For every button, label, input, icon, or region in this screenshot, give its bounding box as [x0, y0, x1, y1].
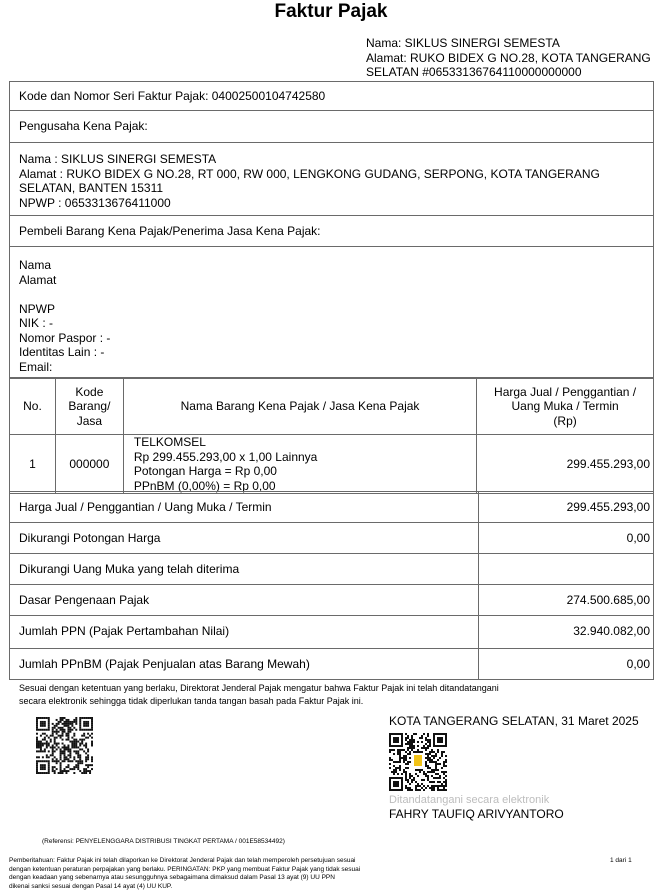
row-code: 000000 [55, 435, 123, 494]
e-signed-label: Ditandatangani secara elektronik [389, 794, 550, 806]
summary-value: 0,00 [626, 531, 650, 545]
summary-label: Jumlah PPN (Pajak Pertambahan Nilai) [19, 624, 230, 638]
col-header-price-3: (Rp) [553, 413, 577, 428]
summary-value: 0,00 [626, 657, 650, 671]
items-table [9, 378, 654, 494]
invoice-code-box [9, 81, 654, 111]
col-header-code-2: Barang/ [68, 399, 111, 414]
buyer-details-box [9, 247, 654, 378]
col-header-price-2: Uang Muka / Termin [511, 399, 619, 414]
seller-header-name: Nama: SIKLUS SINERGI SEMESTA [366, 36, 560, 50]
buyer-section-label: Pembeli Barang Kena Pajak/Penerima Jasa Kena Pajak: [19, 224, 321, 238]
buyer-details [19, 258, 110, 374]
summary-label: Harga Jual / Penggantian / Uang Muka / Termin [19, 500, 272, 514]
seller-header [366, 36, 658, 80]
summary-label: Dikurangi Potongan Harga [19, 531, 161, 545]
seller-header-address-1: Alamat: RUKO BIDEX G NO.28, KOTA TANGERANG [366, 50, 651, 65]
city-date: KOTA TANGERANG SELATAN, 31 Maret 2025 [389, 714, 639, 728]
note-line-1: Sesuai dengan ketentuan yang berlaku, Direktorat Jenderal Pajak mengatur bahwa Faktur Pajak ini telah ditandatangani [19, 683, 499, 693]
seller-npwp: NPWP : 0653313676411000 [19, 195, 171, 210]
footer-line-1: Pemberitahuan: Faktur Pajak ini telah dilaporkan ke Direktorat Jenderal Pajak dan telah memperoleh persetujuan sesuai [9, 857, 356, 864]
summary-value: 32.940.082,00 [573, 624, 650, 638]
summary-row [9, 523, 654, 554]
col-header-no: No. [10, 379, 56, 435]
col-header-price [477, 379, 654, 435]
summary-label: Dasar Pengenaan Pajak [19, 593, 150, 607]
col-header-item-name: Nama Barang Kena Pajak / Jasa Kena Pajak [123, 379, 476, 435]
summary-label: Jumlah PPnBM (Pajak Penjualan atas Barang Mewah) [19, 657, 310, 671]
row-no: 1 [10, 435, 56, 494]
col-header-code-3: Jasa [76, 413, 103, 428]
seller-section-label: Pengusaha Kena Pajak: [19, 119, 148, 133]
summary-row [9, 616, 654, 649]
col-header-code [55, 379, 123, 435]
seller-address-2: SELATAN, BANTEN 15311 [19, 181, 164, 195]
footer-line-2: dengan ketentuan peraturan perpajakan yang berlaku. PERINGATAN: PKP yang membuat Faktur Pajak yang tidak sesuai [9, 865, 361, 873]
seller-name: Nama : SIKLUS SINERGI SEMESTA [19, 152, 217, 166]
buyer-passport: Nomor Paspor : - [19, 330, 111, 345]
row-item-discount: Potongan Harga = Rp 0,00 [133, 464, 277, 478]
row-item-name: TELKOMSEL [133, 435, 206, 449]
invoice-code: Kode dan Nomor Seri Faktur Pajak: 04002500104742580 [19, 89, 326, 103]
summary-row [9, 491, 654, 523]
buyer-label-box [9, 216, 654, 247]
page-title: Faktur Pajak [274, 1, 388, 22]
reference-text: (Referensi: PENYELENGGARA DISTRIBUSI TINGKAT PERTAMA / 001E58534492) [42, 838, 285, 845]
djp-logo-icon [411, 753, 425, 769]
summary-row [9, 585, 654, 616]
note-line-2: secara elektronik sehingga tidak diperlukan tanda tangan basah pada Faktur Pajak ini. [19, 695, 364, 706]
seller-header-address-2: SELATAN #06533136764110000000000 [366, 65, 582, 79]
page-number: 1 dari 1 [610, 857, 632, 864]
buyer-email: Email: [19, 359, 53, 374]
buyer-other-id: Identitas Lain : - [19, 345, 105, 359]
footer-line-4: dikenai sanksi sesuai dengan Pasal 14 ayat (4) UU KUP. [9, 882, 173, 890]
buyer-nik: NIK : - [19, 316, 54, 330]
seller-details [19, 152, 600, 210]
summary-label: Dikurangi Uang Muka yang telah diterima [19, 562, 240, 576]
buyer-address: Alamat [19, 272, 57, 287]
footer-notice [9, 857, 409, 891]
summary-value: 274.500.685,00 [566, 593, 650, 607]
row-item-ppnbm: PPnBM (0,00%) = Rp 0,00 [133, 478, 276, 493]
row-price: 299.455.293,00 [477, 435, 654, 494]
row-item-qty: Rp 299.455.293,00 x 1,00 Lainnya [133, 449, 318, 464]
summary-value: 299.455.293,00 [566, 500, 650, 514]
summary-row [9, 649, 654, 680]
signer-name: FAHRY TAUFIQ ARIVYANTORO [389, 807, 564, 821]
buyer-name: Nama [19, 258, 52, 272]
e-signature-note [19, 682, 579, 707]
seller-address-1: Alamat : RUKO BIDEX G NO.28, RT 000, RW 000, LENGKONG GUDANG, SERPONG, KOTA TANGERANG [19, 166, 600, 181]
signature-qr-code-icon [389, 733, 447, 791]
buyer-npwp: NPWP [19, 301, 55, 316]
footer-line-3: dengan keadaan yang sebenarnya atau sesungguhnya sebagaimana dimaksud dalam Pasal 13 ayat (9) UU PPN [9, 874, 335, 881]
table-row [10, 435, 654, 494]
col-header-price-1: Harga Jual / Penggantian / [494, 384, 637, 399]
row-item [123, 435, 476, 494]
summary-row [9, 554, 654, 585]
seller-label-box [9, 111, 654, 143]
items-table-header [10, 379, 654, 435]
seller-details-box [9, 143, 654, 216]
col-header-code-1: Kode [75, 384, 104, 399]
qr-code-icon [36, 717, 93, 774]
